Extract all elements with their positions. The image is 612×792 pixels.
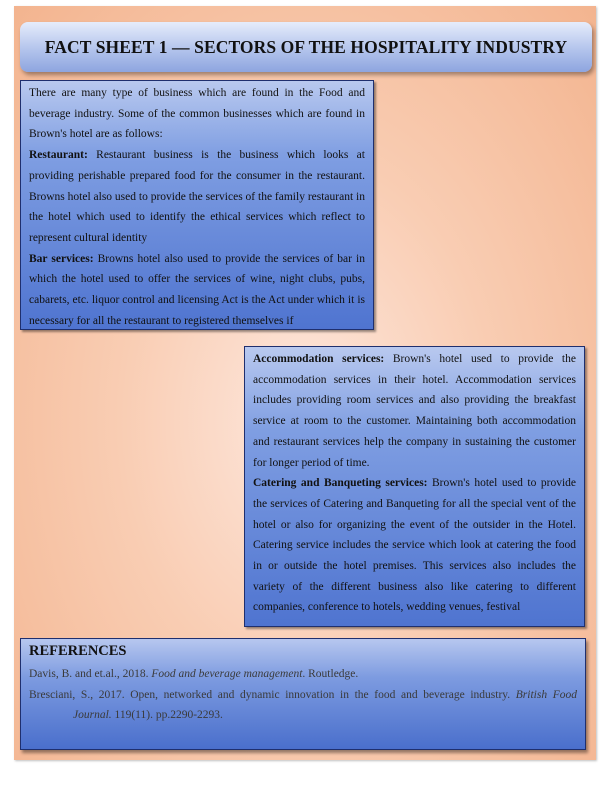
accommodation-text: Brown's hotel used to provide the accommodation services in their hotel. Accommodation services includes providing room services and also providing the breakfast service at room to the customer. Maintaining both accommodation and restaurant services help the company in sustaining the customer for longer period of time.: [253, 353, 576, 469]
reference-title: British Food Journal.: [73, 688, 577, 722]
reference-item: [29, 664, 577, 685]
bar-paragraph: [29, 249, 365, 330]
intro-paragraph: There are many type of business which are found in the Food and beverage industry. Some of the common businesses which are found in Brown's hotel are as follows:: [29, 87, 365, 141]
accommodation-paragraph: [253, 349, 576, 473]
catering-paragraph: [253, 473, 576, 618]
catering-heading: Catering and Banqueting services:: [253, 477, 428, 490]
reference-title: Food and beverage management: [151, 668, 303, 680]
restaurant-text: Restaurant business is the business which looks at providing perishable prepared food for the consumer in the restaurant. Browns hotel also used to provide the services of the family restaurant in the hotel which used to identify the ethical services which reflect to represent cultural identity: [29, 149, 365, 244]
references-heading: REFERENCES: [29, 643, 127, 659]
reference-text: 119(11). pp.2290-2293.: [111, 709, 223, 722]
bar-text: Browns hotel also used to provide the services of bar in which the hotel used to offer the services of wine, night clubs, pubs, cabarets, etc. liquor control and licensing Act is the Act under which it is necessary for all the restaurant to registered themselves if: [29, 252, 365, 327]
text-box-accommodation-catering: [244, 346, 585, 627]
text-box-food-beverage: [20, 80, 374, 330]
accommodation-heading: Accommodation services:: [253, 353, 385, 365]
title-banner: [20, 22, 592, 72]
reference-text: . Routledge.: [302, 668, 359, 680]
references-box: [20, 638, 586, 750]
reference-text: Davis, B. and et.al., 2018.: [29, 668, 152, 680]
catering-text: Brown's hotel used to provide the services of Catering and Banqueting for all the special vent of the hotel or also for organizing the event of the outsider in the Hotel. Catering service includes the service which look at catering the food in or outside the hotel premises. This services also includes the variety of the different business also like catering to different companies, conference to hotels, wedding venues, festival: [253, 477, 576, 614]
restaurant-heading: Restaurant:: [29, 149, 88, 162]
page-title: FACT SHEET 1 — SECTORS OF THE HOSPITALITY INDUSTRY: [44, 36, 568, 57]
reference-text: Bresciani, S., 2017. Open, networked and dynamic innovation in the food and beverage industry.: [29, 688, 516, 701]
bar-heading: Bar services:: [29, 252, 94, 265]
restaurant-paragraph: [29, 145, 365, 249]
reference-item: [29, 685, 577, 726]
